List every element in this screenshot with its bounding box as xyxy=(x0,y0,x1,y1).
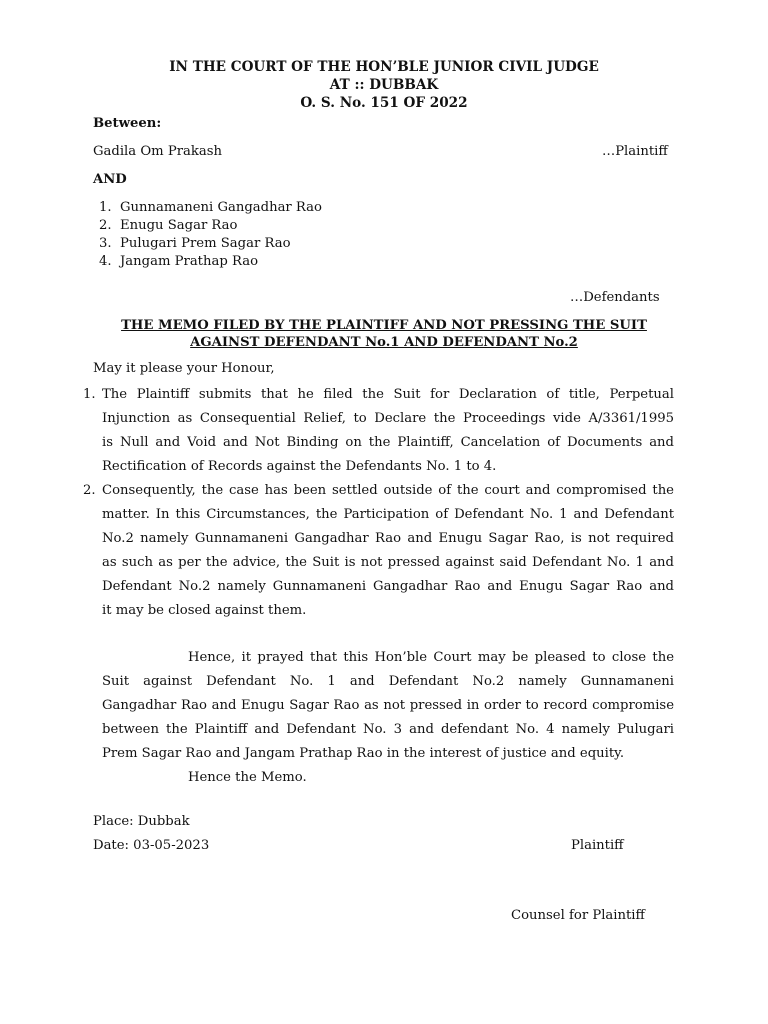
memo-title-line1: THE MEMO FILED BY THE PLAINTIFF AND NOT PRESSING THE SUIT xyxy=(121,318,647,333)
defendant-number: 3. xyxy=(99,236,112,251)
prayer-line: Suit against Defendant No. 1 and Defendant No.2 namely Gunnamaneni xyxy=(102,674,674,689)
defendant-name: Jangam Prathap Rao xyxy=(120,254,259,269)
counsel-signature: Counsel for Plaintiff xyxy=(511,908,645,923)
point-line: as such as per the advice, the Suit is not pressed against said Defendant No. 1 and xyxy=(102,555,674,570)
court-location: AT :: DUBBAK xyxy=(329,77,439,93)
plaintiff-signature: Plaintiff xyxy=(571,838,624,853)
point-number: 2. xyxy=(83,483,96,498)
memo-title-line2: AGAINST DEFENDANT No.1 AND DEFENDANT No.2 xyxy=(190,335,578,350)
defendant-number: 2. xyxy=(99,218,112,233)
point-line: Injunction as Consequential Relief, to Declare the Proceedings vide A/3361/1995 xyxy=(102,411,674,426)
defendant-number: 1. xyxy=(99,200,112,215)
place: Place: Dubbak xyxy=(93,814,190,829)
point-line: matter. In this Circumstances, the Participation of Defendant No. 1 and Defendant xyxy=(102,507,674,522)
point-number: 1. xyxy=(83,387,96,402)
point-line: No.2 namely Gunnamaneni Gangadhar Rao and Enugu Sagar Rao, is not required xyxy=(102,531,674,546)
and-label: AND xyxy=(93,172,127,187)
point-line: The Plaintiff submits that he filed the Suit for Declaration of title, Perpetual xyxy=(102,387,674,402)
point-line: it may be closed against them. xyxy=(102,603,307,618)
prayer-line: between the Plaintiff and Defendant No. 3 and defendant No. 4 namely Pulugari xyxy=(102,722,674,737)
date: Date: 03-05-2023 xyxy=(93,838,210,853)
defendant-name: Gunnamaneni Gangadhar Rao xyxy=(120,200,322,215)
point-line: Defendant No.2 namely Gunnamaneni Gangadhar Rao and Enugu Sagar Rao and xyxy=(102,579,674,594)
plaintiff-name: Gadila Om Prakash xyxy=(93,144,222,159)
plaintiff-role: …Plaintiff xyxy=(602,144,668,159)
point-line: is Null and Void and Not Binding on the Plaintiff, Cancelation of Documents and xyxy=(102,435,674,450)
point-line: Consequently, the case has been settled outside of the court and compromised the xyxy=(102,483,674,498)
case-number: O. S. No. 151 OF 2022 xyxy=(300,95,468,111)
closing-line: Hence the Memo. xyxy=(188,770,307,785)
prayer-line: Gangadhar Rao and Enugu Sagar Rao as not pressed in order to record compromise xyxy=(102,698,674,713)
between-label: Between: xyxy=(93,116,162,131)
court-title: IN THE COURT OF THE HON’BLE JUNIOR CIVIL JUDGE xyxy=(169,59,599,75)
prayer-line: Hence, it prayed that this Hon’ble Court may be pleased to close the xyxy=(188,650,674,665)
defendant-name: Enugu Sagar Rao xyxy=(120,218,238,233)
defendant-number: 4. xyxy=(99,254,112,269)
defendant-name: Pulugari Prem Sagar Rao xyxy=(120,236,291,251)
prayer-line: Prem Sagar Rao and Jangam Prathap Rao in the interest of justice and equity. xyxy=(102,746,625,761)
defendants-role: …Defendants xyxy=(570,290,660,305)
point-line: Rectification of Records against the Defendants No. 1 to 4. xyxy=(102,459,497,474)
salutation: May it please your Honour, xyxy=(93,361,275,376)
